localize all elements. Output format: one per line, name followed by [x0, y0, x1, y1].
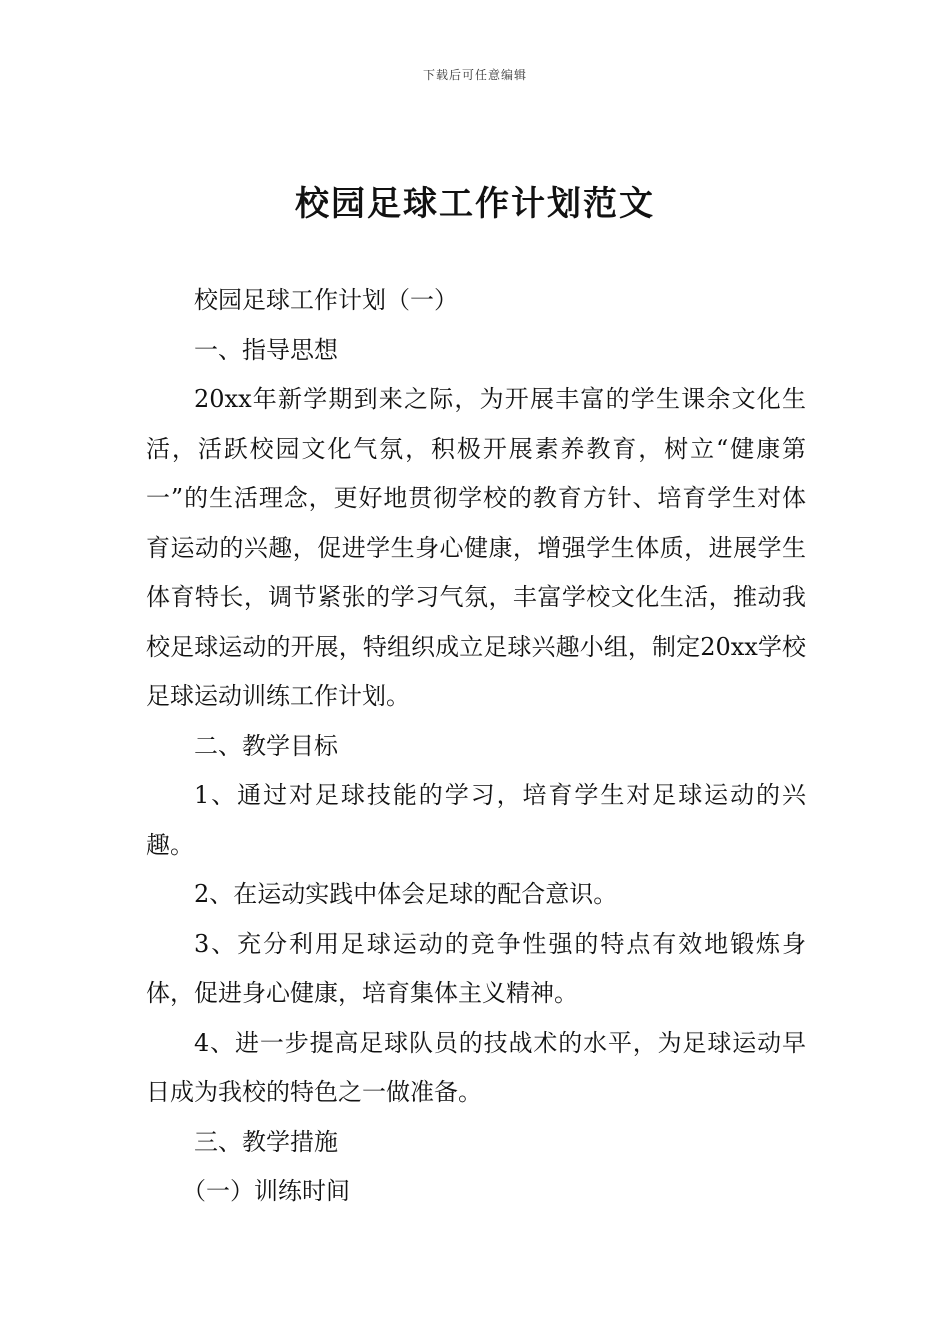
- paragraph-guiding-ideology: 20xx年新学期到来之际，为开展丰富的学生课余文化生活，活跃校园文化气氛，积极开展素养教育，树立“健康第一”的生活理念，更好地贯彻学校的教育方针、培育学生对体育运动的兴趣，促进学生身心健康，增强学生体质，进展学生体育特长，调节紧张的学习气氛，丰富学校文化生活，推动我校足球运动的开展，特组织成立足球兴趣小组，制定20xx学校足球运动训练工作计划。: [146, 385, 806, 710]
- subsection-heading-training-time: （一）训练时间: [182, 1177, 350, 1205]
- list-item-goal-4: 4、进一步提高足球队员的技战术的水平，为足球运动早日成为我校的特色之一做准备。: [146, 1028, 806, 1106]
- document-body: [146, 276, 806, 1217]
- list-item-goal-2: 2、在运动实践中体会足球的配合意识。: [194, 880, 618, 908]
- document-title: 校园足球工作计划范文: [295, 184, 655, 224]
- header-note: 下载后可任意编辑: [422, 68, 527, 82]
- section-heading-plan-one: 校园足球工作计划（一）: [194, 286, 458, 314]
- section-heading-guiding-ideology: 一、指导思想: [194, 335, 338, 364]
- section-heading-teaching-measures: 三、教学措施: [194, 1127, 338, 1156]
- section-heading-teaching-goals: 二、教学目标: [194, 731, 338, 760]
- list-item-goal-3: 3、充分利用足球运动的竞争性强的特点有效地锻炼身体，促进身心健康，培育集体主义精神。: [146, 929, 806, 1007]
- list-item-goal-1: 1、通过对足球技能的学习，培育学生对足球运动的兴趣。: [146, 781, 806, 859]
